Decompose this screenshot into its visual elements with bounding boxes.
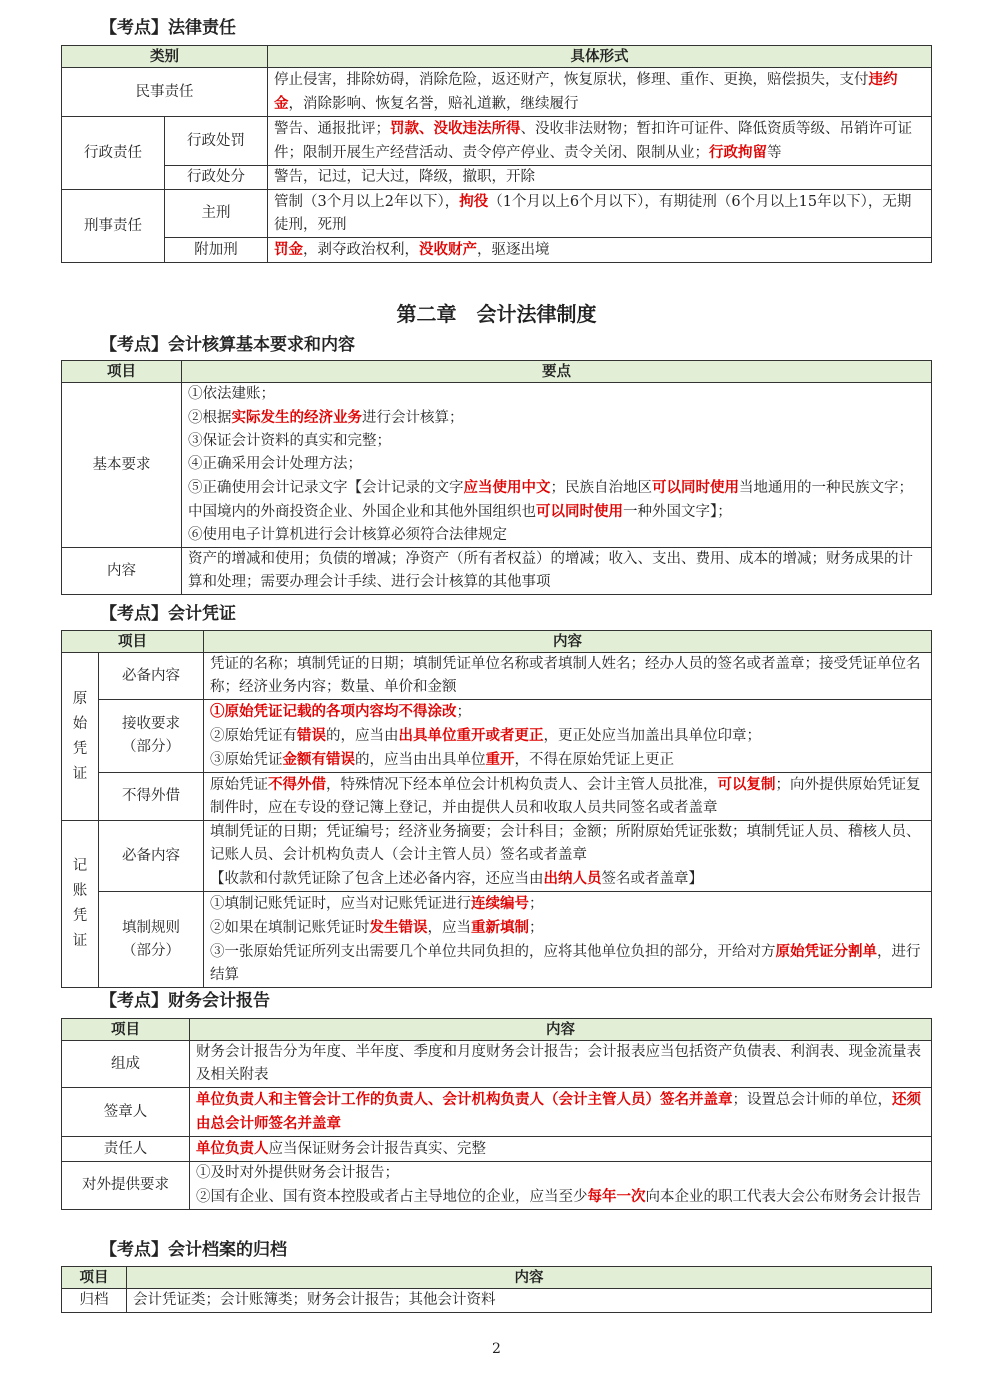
section-heading-financial-report: 【考点】财务会计报告 [100,991,270,1011]
row-content: 凭证的名称；填制凭证的日期；填制凭证单位名称或者填制人姓名；经办人员的签名或者盖章；接受凭证单位名称；经济业务内容；数量、单价和金额 [204,653,932,700]
row-content: 单位负责人应当保证财务会计报告真实、完整 [190,1137,932,1162]
sub-label: 行政处罚 [165,117,268,166]
sub-label: 必备内容 [99,653,204,700]
row-content: 罚金，剥夺政治权利，没收财产，驱逐出境 [268,238,932,263]
row-label: 刑事责任 [62,190,165,263]
sub-label: 填制规则（部分） [99,892,204,988]
row-content: ①依法建账； ②根据实际发生的经济业务进行会计核算； ③保证会计资料的真实和完整； ④正确采用会计处理方法； ⑤正确使用会计记录文字【会计记录的文字应当使用中文；民族自治地区可以同时使用当地通用的一种民族文字；中国境内的外商投资企业、外国企业和其他外国组织也可以同时使用一种外国文字】； ⑥使用电子计算机进行会计核算必须符合法律规定 [182,383,932,548]
group-label-original-voucher: 原始凭证 [62,653,99,821]
table-row [62,117,932,166]
row-content: 警告，记过，记大过，降级，撤职，开除 [268,166,932,190]
row-label: 责任人 [62,1137,190,1162]
header-item: 项目 [62,1019,190,1041]
table-header-row [62,631,932,653]
table-row [62,166,932,190]
header-item: 项目 [62,1267,127,1289]
row-content: ①及时对外提供财务会计报告； ②国有企业、国有资本控股或者占主导地位的企业，应当至少每年一次向本企业的职工代表大会公布财务会计报告 [190,1162,932,1210]
row-content: ①原始凭证记载的各项内容均不得涂改； ②原始凭证有错误的，应当由出具单位重开或者更正，更正处应当加盖出具单位印章； ③原始凭证金额有错误的，应当由出具单位重开，不得在原始凭证上更正 [204,700,932,773]
row-content: 管制（3个月以上2年以下），拘役（1个月以上6个月以下），有期徒刑（6个月以上15年以下），无期徒刑，死刑 [268,190,932,238]
header-content: 内容 [204,631,932,653]
row-label: 行政责任 [62,117,165,190]
row-content: 资产的增减和使用；负债的增减；净资产（所有者权益）的增减；收入、支出、费用、成本的增减；财务成果的计算和处理；需要办理会计手续、进行会计核算的其他事项 [182,548,932,595]
section-heading-accounting-basics: 【考点】会计核算基本要求和内容 [100,335,355,355]
row-content: 财务会计报告分为年度、半年度、季度和月度财务会计报告；会计报表应当包括资产负债表、利润表、现金流量表及相关附表 [190,1041,932,1088]
legal-liability-table [61,45,932,263]
sub-label: 接收要求（部分） [99,700,204,773]
table-row [62,1162,932,1210]
row-label: 组成 [62,1041,190,1088]
accounting-basics-table [61,360,932,595]
table-row [62,1088,932,1137]
row-content: 填制凭证的日期；凭证编号；经济业务摘要；会计科目；金额；所附原始凭证张数；填制凭证人员、稽核人员、记账人员、会计机构负责人（会计主管人员）签名或者盖章 【收款和付款凭证除了包含上述必备内容，还应当由出纳人员签名或者盖章】 [204,821,932,892]
header-content: 内容 [190,1019,932,1041]
table-row [62,68,932,117]
section-heading-vouchers: 【考点】会计凭证 [100,604,236,624]
table-row [62,700,932,773]
financial-report-table [61,1018,932,1210]
row-content: 停止侵害，排除妨碍，消除危险，返还财产，恢复原状，修理、重作、更换，赔偿损失，支付违约金，消除影响、恢复名誉，赔礼道歉，继续履行 [268,68,932,117]
header-item: 项目 [62,361,182,383]
section-heading-archive: 【考点】会计档案的归档 [100,1240,287,1260]
table-row [62,548,932,595]
vouchers-table [61,630,932,988]
row-content: 会计凭证类；会计账簿类；财务会计报告；其他会计资料 [127,1289,932,1313]
row-label: 基本要求 [62,383,182,548]
table-row [62,892,932,988]
row-content: 原始凭证不得外借，特殊情况下经本单位会计机构负责人、会计主管人员批准，可以复制；向外提供原始凭证复制件时，应在专设的登记簿上登记，并由提供人员和收取人员共同签名或者盖章 [204,773,932,821]
row-content: 单位负责人和主管会计工作的负责人、会计机构负责人（会计主管人员）签名并盖章；设置总会计师的单位，还须由总会计师签名并盖章 [190,1088,932,1137]
table-row [62,238,932,263]
header-content: 内容 [127,1267,932,1289]
row-label: 对外提供要求 [62,1162,190,1210]
group-label-accounting-voucher: 记账凭证 [62,821,99,988]
header-points: 要点 [182,361,932,383]
header-forms: 具体形式 [268,46,932,68]
row-label: 归档 [62,1289,127,1313]
table-row [62,1137,932,1162]
table-row [62,653,932,700]
row-content: ①填制记账凭证时，应当对记账凭证进行连续编号； ②如果在填制记账凭证时发生错误，应当重新填制； ③一张原始凭证所列支出需要几个单位共同负担的，应将其他单位负担的部分，开给对方原始凭证分割单，进行结算 [204,892,932,988]
sub-label: 附加刑 [165,238,268,263]
archive-table [61,1266,932,1313]
section-heading-legal-liability: 【考点】法律责任 [100,18,236,38]
table-row [62,383,932,548]
sub-label: 主刑 [165,190,268,238]
table-header-row [62,46,932,68]
table-row [62,1289,932,1313]
sub-label: 必备内容 [99,821,204,892]
sub-label: 行政处分 [165,166,268,190]
table-row [62,1041,932,1088]
sub-label: 不得外借 [99,773,204,821]
table-header-row [62,1019,932,1041]
row-content: 警告、通报批评；罚款、没收违法所得、没收非法财物；暂扣许可证件、降低资质等级、吊销许可证件；限制开展生产经营活动、责令停产停业、责令关闭、限制从业；行政拘留等 [268,117,932,166]
row-label: 民事责任 [62,68,268,117]
header-category: 类别 [62,46,268,68]
header-item: 项目 [62,631,204,653]
table-row [62,821,932,892]
row-label: 内容 [62,548,182,595]
row-label: 签章人 [62,1088,190,1137]
chapter-title: 第二章 会计法律制度 [396,302,597,326]
table-row [62,190,932,238]
table-row [62,773,932,821]
page-number: 2 [492,1341,501,1357]
table-header-row [62,361,932,383]
table-header-row [62,1267,932,1289]
